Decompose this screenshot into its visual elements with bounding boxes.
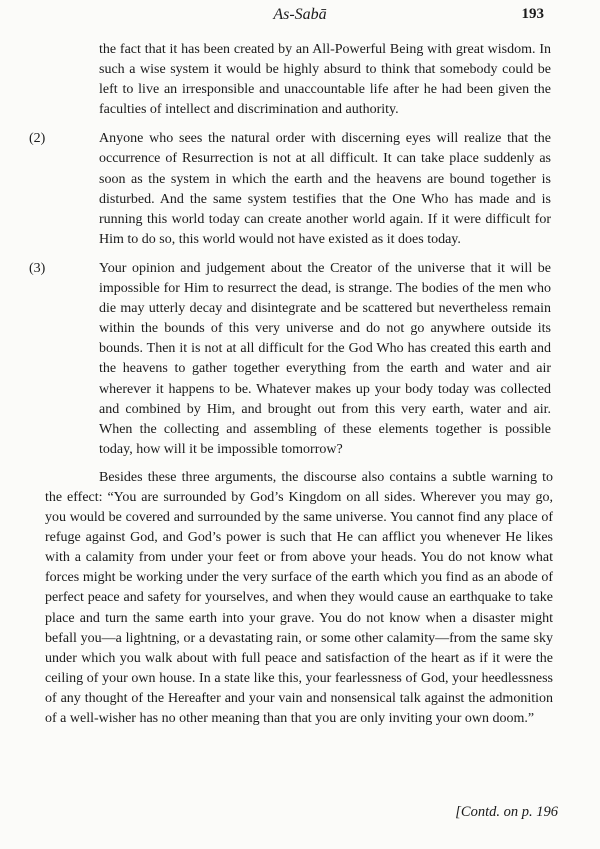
note-number-2: (2)	[29, 131, 46, 147]
page-number: 193	[521, 6, 544, 22]
note-text-3: Your opinion and judgement about the Creator of the universe that it will be impossible for Him to resurrect the dead, is strange. The bodies of the men who die may utterly decay and disintegrate and be scattered but nevertheless remain within the bounds of this very universe and do not go anywhere outside its bounds. Then it is not at all difficult for the God Who has created this earth and the heavens to gather together everything from the earth and water and air wherever it happens to be. Whatever makes up your body today was collected and combined by Him, and brought out from this very earth, water and air. When the collecting and assembling of these elements together is possible today, how will it be impossible tomorrow?	[99, 260, 551, 457]
body-paragraph: Besides these three arguments, the discourse also contains a subtle warning to the effect: “You are surrounded by God’s Kingdom on all sides. Wherever you may go, you would be covered and surrounded by the same universe. You cannot find any place of refuge against God, and God’s power is such that He can afflict you whenever He likes with a calamity from under your feet or from above your heads. You do not know what forces might be working under the very surface of the earth which you find as an abode of perfect peace and safety for yourselves, and when they would cause an earthquake to take place and turn the same earth into your grave. You do not know when a disaster might befall you—a lightning, or a devastating rain, or some other calamity—from the same sky under which you walk about with full peace and satisfaction of the heart as if it were the ceiling of your own house. In a state like this, your fearlessness of God, your heedlessness of any thought of the Hereafter and your vain and nonsensical talk against the admonition of a well-wisher has no other meaning than that you are only inviting your own doom.”	[45, 469, 553, 726]
note-2	[29, 129, 551, 250]
page-header	[0, 6, 600, 30]
note-text-2: Anyone who sees the natural order with discerning eyes will realize that the occurrence of Resurrection is not at all difficult. It can take place suddenly as soon as the system in which the earth and the heavens are bound together is disturbed. And the same system testifies that the One Who has made and is running this world today can create another world again. If it were difficult for Him to do so, this world would not have existed as it does today.	[99, 131, 551, 247]
continuation-note: [Contd. on p. 196	[455, 804, 558, 820]
note-number-3: (3)	[29, 260, 46, 276]
continued-paragraph: the fact that it has been created by an All-Powerful Being with great wisdom. In such a wise system it would be highly absurd to think that somebody could be left to live an irresponsible and unaccountable life after he had been given the faculties of intellect and discrimination and authority.	[99, 42, 551, 118]
running-title: As-Sabā	[273, 6, 327, 23]
note-3	[29, 259, 551, 460]
page-body	[0, 40, 600, 729]
